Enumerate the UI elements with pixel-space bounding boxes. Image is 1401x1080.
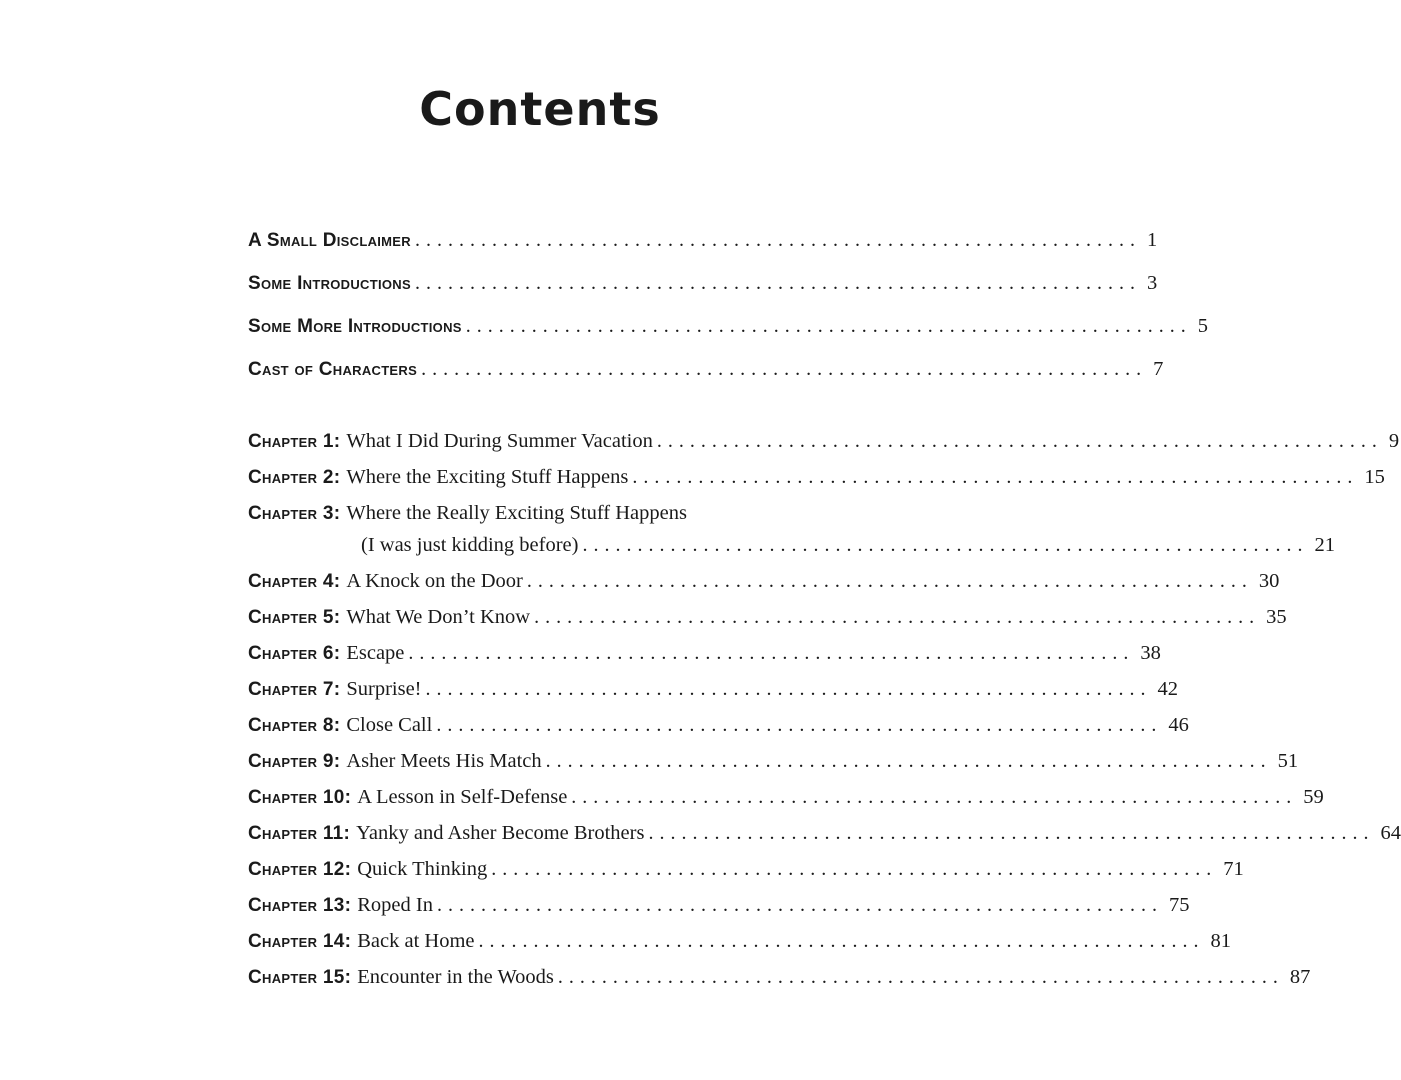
dot-leader: .................................................................. bbox=[425, 678, 1152, 700]
dot-leader: .................................................................. bbox=[582, 534, 1309, 556]
toc-entry-chapter-3[interactable] bbox=[248, 502, 832, 534]
dot-leader: .................................................................. bbox=[414, 272, 1141, 294]
dot-leader: .................................................................. bbox=[571, 786, 1298, 808]
page-number: 5 bbox=[1197, 315, 1208, 337]
chapter-title: A Knock on the Door bbox=[346, 570, 523, 592]
toc-entry-chapter-9[interactable] bbox=[248, 750, 1299, 782]
dot-leader: .................................................................. bbox=[656, 430, 1383, 452]
entry-label: Cast of Characters bbox=[248, 359, 418, 380]
page-number: 21 bbox=[1314, 534, 1335, 556]
dot-leader: .................................................................. bbox=[545, 750, 1272, 772]
page-number: 46 bbox=[1168, 714, 1189, 736]
dot-leader: .................................................................. bbox=[478, 930, 1205, 952]
toc-entry-chapter-4[interactable] bbox=[248, 570, 1280, 602]
chapter-label: Chapter 1: bbox=[248, 431, 341, 452]
toc-entry-more-introductions[interactable] bbox=[248, 315, 1208, 347]
chapter-title: Surprise! bbox=[346, 678, 422, 700]
page-number: 75 bbox=[1168, 894, 1190, 916]
page-number: 9 bbox=[1388, 430, 1400, 452]
dot-leader: .................................................................. bbox=[436, 714, 1163, 736]
toc-entry-chapter-6[interactable] bbox=[248, 642, 1161, 674]
page-number: 71 bbox=[1223, 858, 1244, 880]
page-number: 51 bbox=[1277, 750, 1299, 772]
dot-leader: .................................................................. bbox=[465, 315, 1192, 337]
dot-leader: .................................................................. bbox=[648, 822, 1375, 844]
page-number: 81 bbox=[1210, 930, 1231, 952]
entry-label: Some More Introductions bbox=[248, 316, 462, 337]
toc-entry-introductions[interactable] bbox=[248, 272, 1158, 304]
page-number: 35 bbox=[1266, 606, 1287, 628]
chapter-title: Encounter in the Woods bbox=[357, 966, 554, 988]
chapter-title: Back at Home bbox=[357, 930, 475, 952]
chapter-title: Where the Exciting Stuff Happens bbox=[346, 466, 629, 488]
chapter-label: Chapter 8: bbox=[248, 715, 341, 736]
chapter-title: Yanky and Asher Become Brothers bbox=[356, 822, 645, 844]
page-number: 15 bbox=[1364, 466, 1385, 488]
toc-entry-chapter-14[interactable] bbox=[248, 930, 1231, 962]
chapter-title: Where the Really Exciting Stuff Happens bbox=[346, 502, 687, 524]
toc-entry-chapter-5[interactable] bbox=[248, 606, 1287, 638]
page-number: 42 bbox=[1157, 678, 1178, 700]
chapter-label: Chapter 7: bbox=[248, 679, 341, 700]
dot-leader: .................................................................. bbox=[632, 466, 1359, 488]
toc-entry-chapter-1[interactable] bbox=[248, 430, 1400, 462]
page-number: 59 bbox=[1303, 786, 1324, 808]
chapter-label: Chapter 11: bbox=[248, 823, 351, 844]
toc-entry-chapter-11[interactable] bbox=[248, 822, 1401, 854]
dot-leader: .................................................................. bbox=[408, 642, 1135, 664]
chapter-label: Chapter 12: bbox=[248, 859, 352, 880]
toc-entry-cast[interactable] bbox=[248, 358, 1164, 390]
page-title: Contents bbox=[419, 82, 661, 136]
chapter-title: Quick Thinking bbox=[357, 858, 488, 880]
chapter-label: Chapter 2: bbox=[248, 467, 341, 488]
chapter-label: Chapter 4: bbox=[248, 571, 341, 592]
toc-entry-chapter-15[interactable] bbox=[248, 966, 1311, 998]
toc-entry-chapter-2[interactable] bbox=[248, 466, 1385, 498]
dot-leader: .................................................................. bbox=[436, 894, 1163, 916]
chapter-title: A Lesson in Self-Defense bbox=[357, 786, 568, 808]
page-number: 87 bbox=[1289, 966, 1311, 988]
dot-leader: .................................................................. bbox=[421, 358, 1148, 380]
page-number: 1 bbox=[1146, 229, 1158, 251]
chapter-title: What We Don’t Know bbox=[346, 606, 531, 628]
dot-leader: .................................................................. bbox=[557, 966, 1284, 988]
page-number: 30 bbox=[1258, 570, 1280, 592]
chapter-title: Escape bbox=[346, 642, 405, 664]
chapter-title: Close Call bbox=[346, 714, 433, 736]
entry-label: Some Introductions bbox=[248, 273, 411, 294]
toc-entry-chapter-12[interactable] bbox=[248, 858, 1244, 890]
dot-leader: .................................................................. bbox=[414, 229, 1141, 251]
dot-leader: .................................................................. bbox=[526, 570, 1253, 592]
chapter-title: What I Did During Summer Vacation bbox=[346, 430, 653, 452]
entry-label: A Small Disclaimer bbox=[248, 230, 411, 251]
toc-entry-chapter-3-continued[interactable] bbox=[248, 534, 1335, 566]
dot-leader: .................................................................. bbox=[491, 858, 1218, 880]
dot-leader: .................................................................. bbox=[534, 606, 1261, 628]
chapter-label: Chapter 5: bbox=[248, 607, 341, 628]
chapter-label: Chapter 15: bbox=[248, 967, 352, 988]
page-number: 38 bbox=[1140, 642, 1161, 664]
chapter-label: Chapter 13: bbox=[248, 895, 352, 916]
chapter-label: Chapter 3: bbox=[248, 503, 341, 524]
toc-entry-chapter-8[interactable] bbox=[248, 714, 1189, 746]
chapter-title: Roped In bbox=[357, 894, 433, 916]
toc-entry-chapter-10[interactable] bbox=[248, 786, 1324, 818]
page-number: 64 bbox=[1380, 822, 1401, 844]
chapter-label: Chapter 6: bbox=[248, 643, 341, 664]
page-number: 7 bbox=[1153, 358, 1164, 380]
page-number: 3 bbox=[1146, 272, 1158, 294]
chapter-label: Chapter 9: bbox=[248, 751, 341, 772]
toc-entry-chapter-13[interactable] bbox=[248, 894, 1190, 926]
chapter-title-continued: (I was just kidding before) bbox=[361, 534, 579, 556]
toc-entry-chapter-7[interactable] bbox=[248, 678, 1178, 710]
chapter-title: Asher Meets His Match bbox=[346, 750, 542, 772]
chapter-label: Chapter 10: bbox=[248, 787, 352, 808]
chapter-label: Chapter 14: bbox=[248, 931, 352, 952]
toc-entry-disclaimer[interactable] bbox=[248, 229, 1158, 261]
